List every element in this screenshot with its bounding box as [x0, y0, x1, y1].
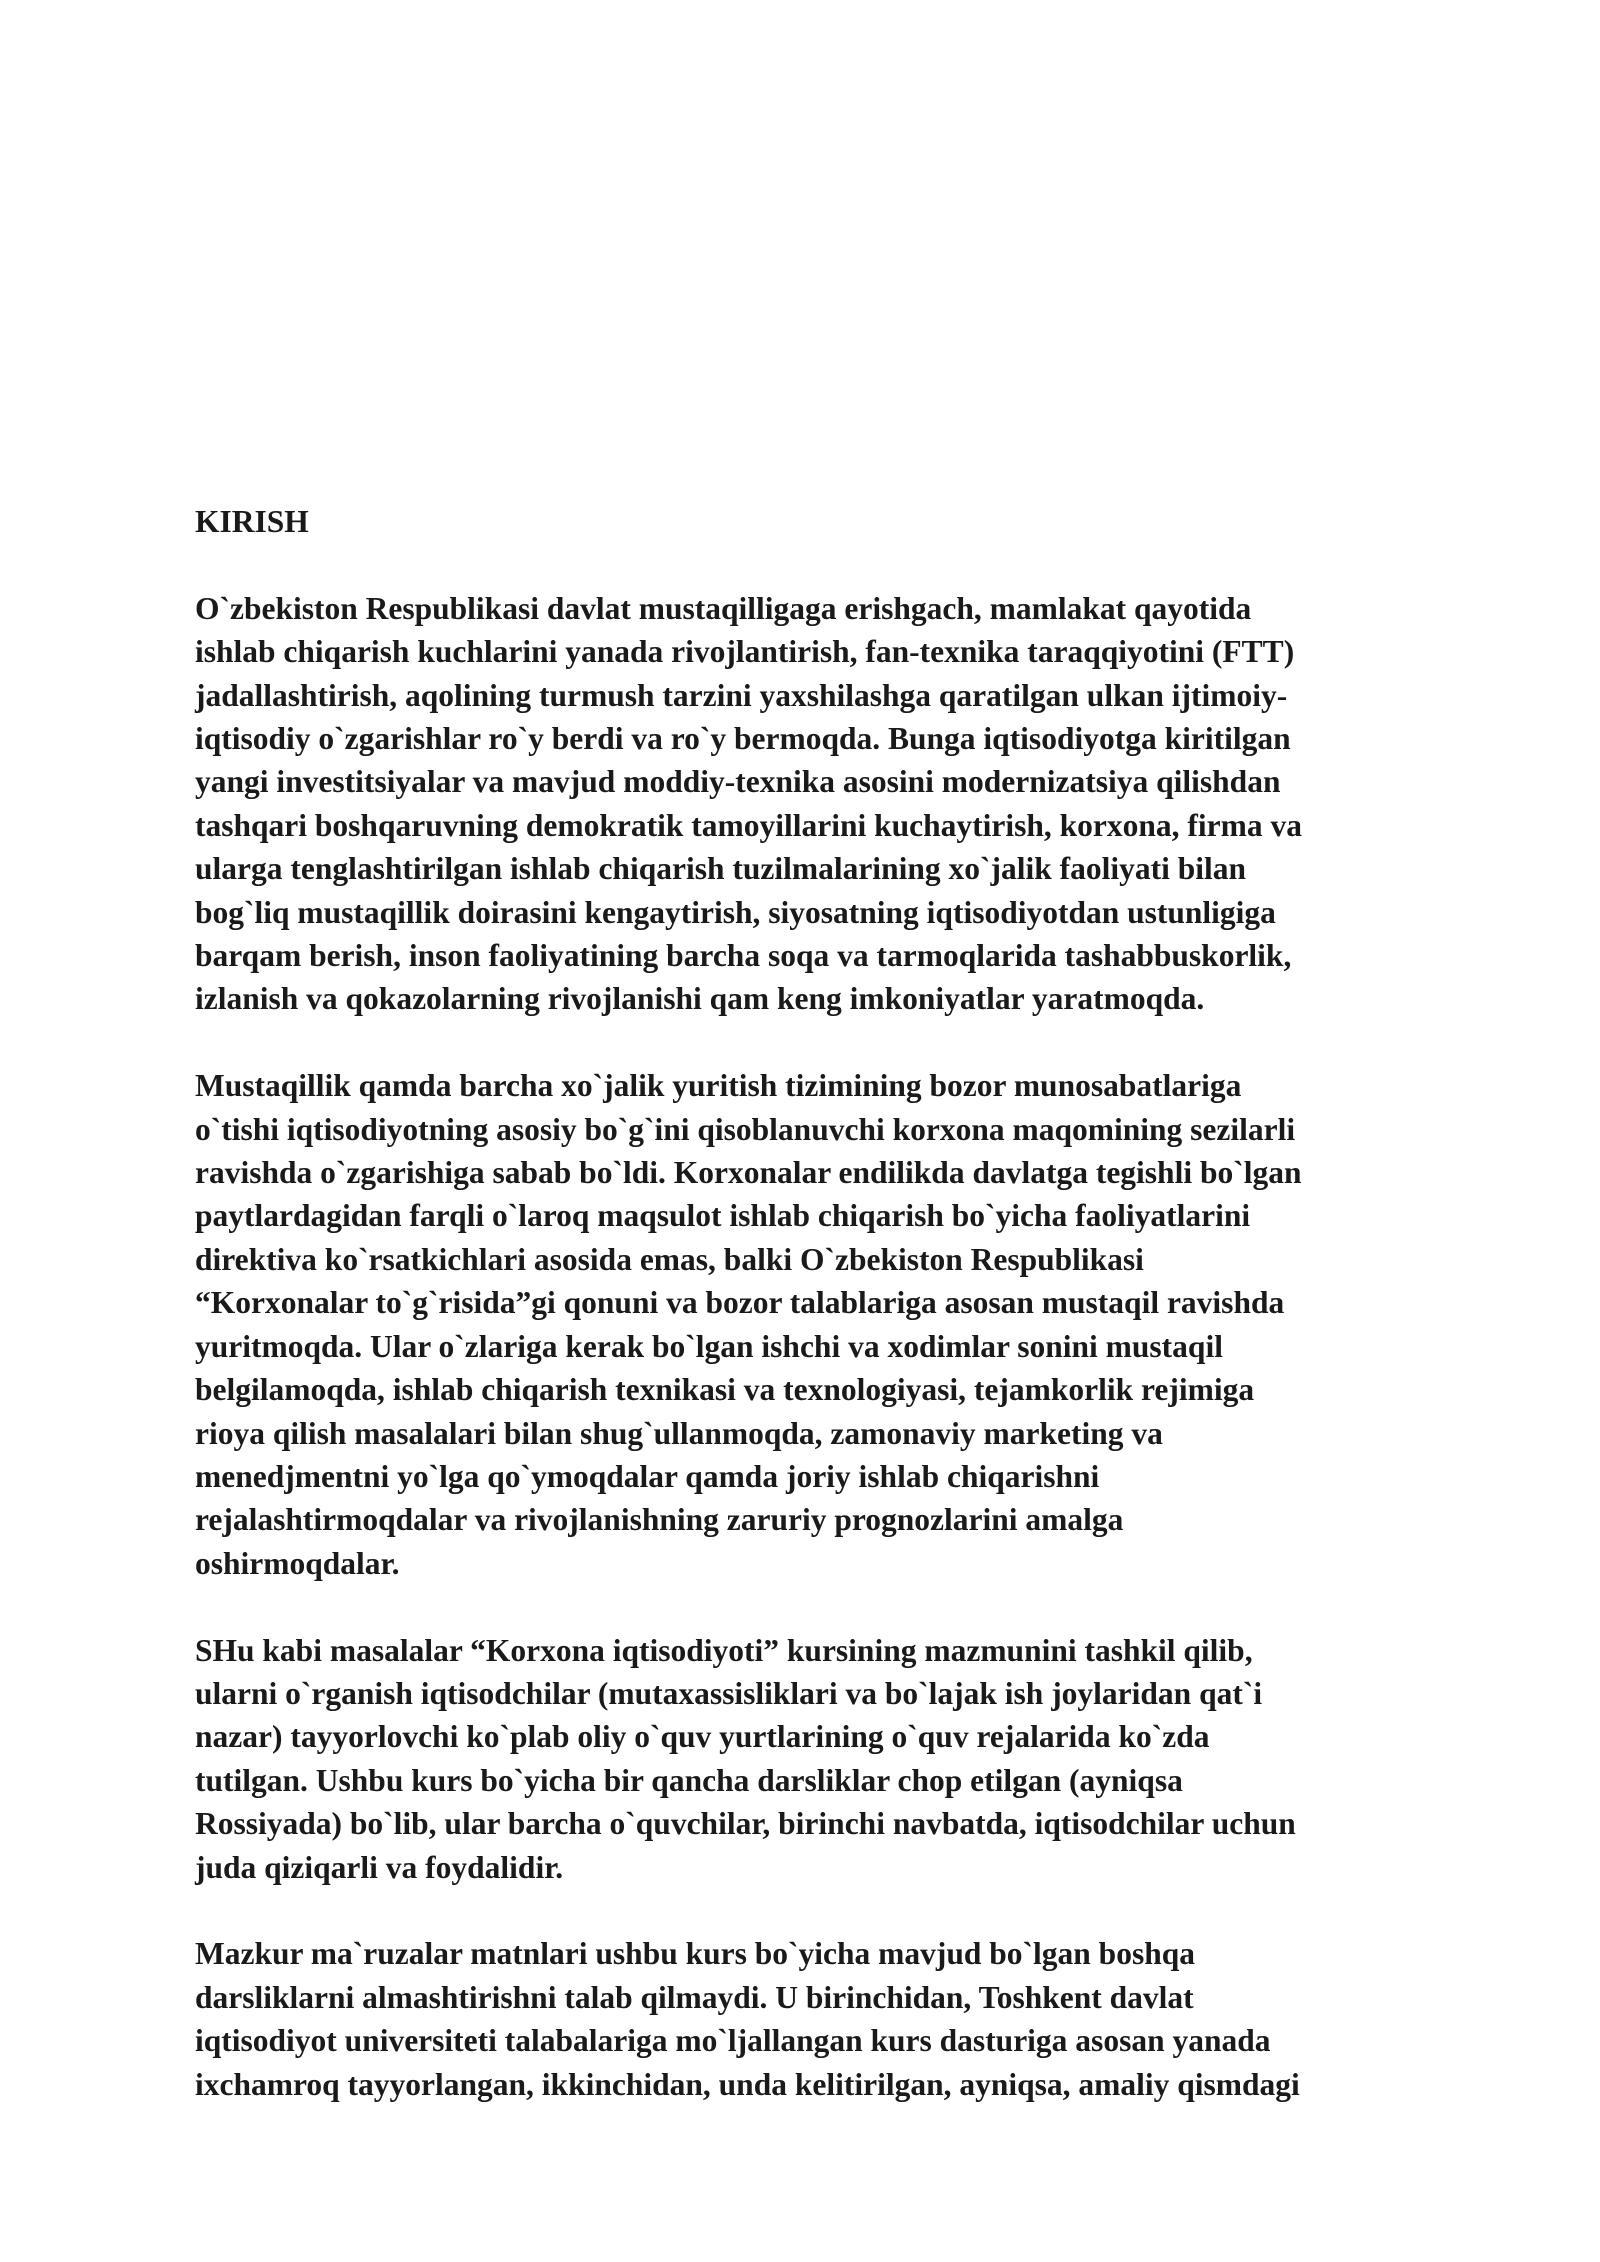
- paragraph: Mustaqillik qamda barcha xo`jalik yuritish tizimining bozor munosabatlariga o`tishi iqtisodiyotning asosiy bo`g`ini qisoblanuvchi korxona maqomining sezilarli ravishda o`zgarishiga sabab bo`ldi. Korxonalar endilikda davlatga tegishli bo`lgan paytlardagidan farqli o`laroq maqsulot ishlab chiqarish bo`yicha faoliyatlarini direktiva ko`rsatkichlari asosida emas, balki O`zbekiston Respublikasi “Korxonalar to`g`risida”gi qonuni va bozor talablariga asosan mustaqil ravishda yuritmoqda. Ular o`zlariga kerak bo`lgan ishchi va xodimlar sonini mustaqil belgilamoqda, ishlab chiqarish texnikasi va texnologiyasi, tejamkorlik rejimiga rioya qilish masalalari bilan shug`ullanmoqda, zamonaviy marketing va menedjmentni yo`lga qo`ymoqdalar qamda joriy ishlab chiqarishni rejalashtirmoqdalar va rivojlanishning zaruriy prognozlarini amalga oshirmoqdalar.: [195, 1068, 1302, 1581]
- paragraph: SHu kabi masalalar “Korxona iqtisodiyoti” kursining mazmunini tashkil qilib, ularni o`rganish iqtisodchilar (mutaxassisliklari va bo`lajak ish joylaridan qat`i nazar) tayyorlovchi ko`plab oliy o`quv yurtlarining o`quv rejalarida ko`zda tutilgan. Ushbu kurs bo`yicha bir qancha darsliklar chop etilgan (ayniqsa Rossiyada) bo`lib, ular barcha o`quvchilar, birinchi navbatda, iqtisodchilar uchun juda qiziqarli va foydalidir.: [195, 1632, 1296, 1885]
- paragraph: O`zbekiston Respublikasi davlat mustaqilligaga erishgach, mamlakat qayotida ishlab chiqarish kuchlarini yanada rivojlantirish, fan-texnika taraqqiyotini (FTT) jadallashtirish, aqolining turmush tarzini yaxshilashga qaratilgan ulkan ijtimoiy- iqtisodiy o`zgarishlar ro`y berdi va ro`y bermoqda. Bunga iqtisodiyotga kiritilgan yangi investitsiyalar va mavjud moddiy-texnika asosini modernizatsiya qilishdan tashqari boshqaruvning demokratik tamoyillarini kuchaytirish, korxona, firma va ularga tenglashtirilgan ishlab chiqarish tuzilmalarining xo`jalik faoliyati bilan bog`liq mustaqillik doirasini kengaytirish, siyosatning iqtisodiyotdan ustunligiga barqam berish, inson faoliyatining barcha soqa va tarmoqlarida tashabbuskorlik, izlanish va qokazolarning rivojlanishi qam keng imkoniyatlar yaratmoqda.: [195, 590, 1303, 1017]
- document-body: [195, 500, 1535, 2149]
- paragraph: Mazkur ma`ruzalar matnlari ushbu kurs bo`yicha mavjud bo`lgan boshqa darsliklarni almashtirishni talab qilmaydi. U birinchidan, Toshkent davlat iqtisodiyot universiteti talabalariga mo`ljallangan kurs dasturiga asosan yanada ixchamroq tayyorlangan, ikkinchidan, unda kelitirilgan, ayniqsa, amaliy qismdagi: [195, 1936, 1300, 2102]
- section-heading: KIRISH: [195, 504, 309, 539]
